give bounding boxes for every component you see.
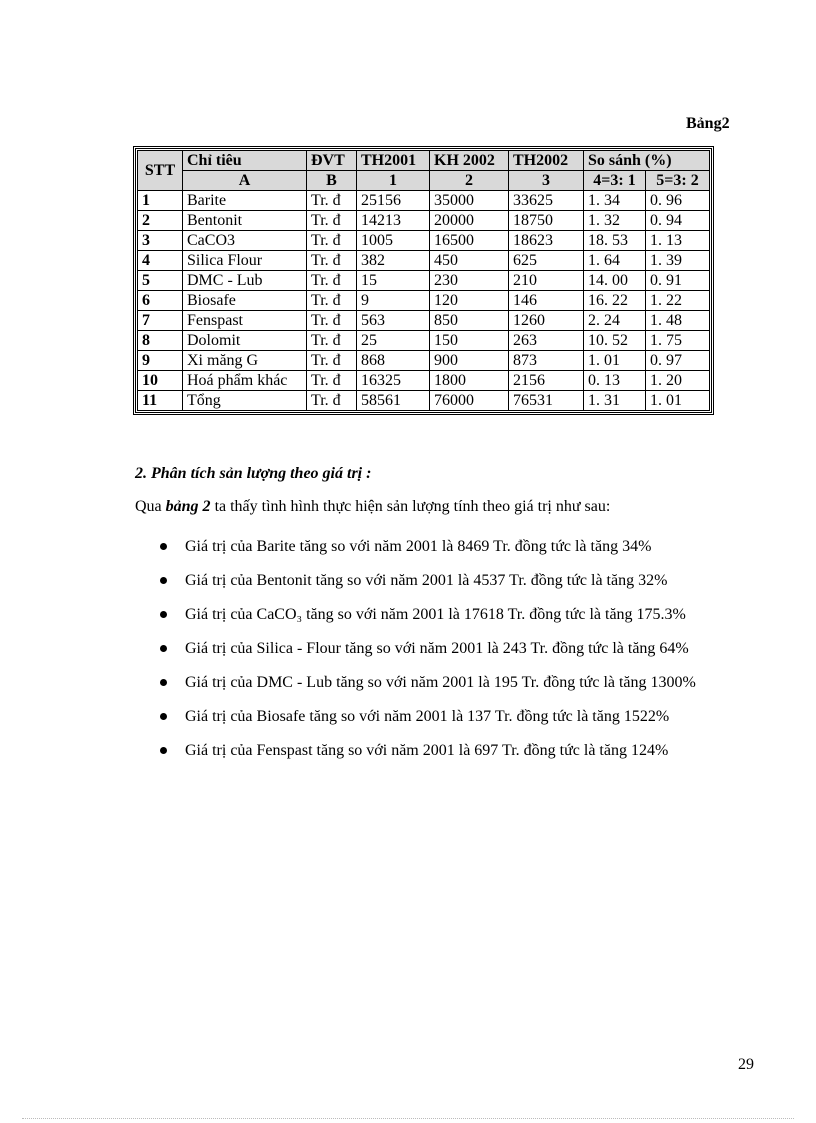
cell-r1: 1. 31 xyxy=(584,391,646,411)
cell-r2: 1. 22 xyxy=(646,291,710,311)
subheader-th2002: 3 xyxy=(509,171,584,191)
cell-r1: 0. 13 xyxy=(584,371,646,391)
table-row xyxy=(138,371,710,391)
cell-th2001: 9 xyxy=(357,291,430,311)
cell-th2001: 1005 xyxy=(357,231,430,251)
subheader-unit: B xyxy=(307,171,357,191)
cell-th2001: 14213 xyxy=(357,211,430,231)
subheader-name: A xyxy=(183,171,307,191)
header-unit: ĐVT xyxy=(307,151,357,171)
cell-th2002: 873 xyxy=(509,351,584,371)
cell-th2002: 33625 xyxy=(509,191,584,211)
list-item xyxy=(160,667,738,699)
subheader-ratio-2: 5=3: 2 xyxy=(646,171,710,191)
table-caption: Bảng2 xyxy=(686,115,730,132)
cell-th2001: 16325 xyxy=(357,371,430,391)
cell-unit: Tr. đ xyxy=(307,191,357,211)
table-body xyxy=(138,191,710,411)
cell-r2: 1. 13 xyxy=(646,231,710,251)
cell-r1: 14. 00 xyxy=(584,271,646,291)
table-row xyxy=(138,251,710,271)
list-item xyxy=(160,531,738,563)
cell-kh2002: 120 xyxy=(430,291,509,311)
header-th2001: TH2001 xyxy=(357,151,430,171)
footer-divider xyxy=(22,1118,794,1119)
cell-stt: 4 xyxy=(138,251,183,271)
cell-stt: 9 xyxy=(138,351,183,371)
cell-kh2002: 20000 xyxy=(430,211,509,231)
cell-th2002: 18623 xyxy=(509,231,584,251)
cell-r2: 1. 75 xyxy=(646,331,710,351)
subheader-th2001: 1 xyxy=(357,171,430,191)
intro-paragraph xyxy=(135,498,610,516)
cell-stt: 8 xyxy=(138,331,183,351)
table-row xyxy=(138,311,710,331)
list-item-text: Giá trị của DMC - Lub tăng so với năm 2001 là 195 Tr. đồng tức là tăng 1300% xyxy=(185,674,696,691)
cell-r1: 18. 53 xyxy=(584,231,646,251)
cell-th2002: 625 xyxy=(509,251,584,271)
cell-r1: 1. 34 xyxy=(584,191,646,211)
cell-name: Fenspast xyxy=(183,311,307,331)
cell-name: Xi măng G xyxy=(183,351,307,371)
cell-stt: 5 xyxy=(138,271,183,291)
cell-r2: 0. 97 xyxy=(646,351,710,371)
bullet-icon xyxy=(160,577,167,584)
table-row xyxy=(138,211,710,231)
cell-stt: 3 xyxy=(138,231,183,251)
cell-th2002: 210 xyxy=(509,271,584,291)
cell-name: CaCO3 xyxy=(183,231,307,251)
list-item-text: Giá trị của Biosafe tăng so với năm 2001 là 137 Tr. đồng tức là tăng 1522% xyxy=(185,708,670,725)
cell-r2: 1. 48 xyxy=(646,311,710,331)
table-subheader-row xyxy=(138,171,710,191)
cell-th2002: 146 xyxy=(509,291,584,311)
cell-r1: 16. 22 xyxy=(584,291,646,311)
bullet-icon xyxy=(160,713,167,720)
cell-r1: 1. 01 xyxy=(584,351,646,371)
cell-unit: Tr. đ xyxy=(307,251,357,271)
cell-kh2002: 1800 xyxy=(430,371,509,391)
cell-kh2002: 76000 xyxy=(430,391,509,411)
table-row xyxy=(138,331,710,351)
intro-prefix: Qua xyxy=(135,498,166,515)
cell-th2002: 1260 xyxy=(509,311,584,331)
cell-name: Silica Flour xyxy=(183,251,307,271)
table-row xyxy=(138,351,710,371)
cell-stt: 11 xyxy=(138,391,183,411)
list-item-text: Giá trị của CaCO₃ tăng so với năm 2001 là 17618 Tr. đồng tức là tăng 175.3% xyxy=(185,606,686,623)
list-item-text: Giá trị của Bentonit tăng so với năm 2001 là 4537 Tr. đồng tức là tăng 32% xyxy=(185,572,668,589)
list-item-text: Giá trị của Fenspast tăng so với năm 2001 là 697 Tr. đồng tức là tăng 124% xyxy=(185,742,669,759)
cell-th2001: 25 xyxy=(357,331,430,351)
cell-kh2002: 850 xyxy=(430,311,509,331)
list-item-text: Giá trị của Silica - Flour tăng so với năm 2001 là 243 Tr. đồng tức là tăng 64% xyxy=(185,640,689,657)
cell-name: Biosafe xyxy=(183,291,307,311)
cell-kh2002: 16500 xyxy=(430,231,509,251)
cell-stt: 7 xyxy=(138,311,183,331)
cell-kh2002: 230 xyxy=(430,271,509,291)
list-item xyxy=(160,735,738,767)
subheader-ratio-1: 4=3: 1 xyxy=(584,171,646,191)
page-number: 29 xyxy=(738,1056,754,1073)
list-item-text: Giá trị của Barite tăng so với năm 2001 là 8469 Tr. đồng tức là tăng 34% xyxy=(185,538,652,555)
cell-unit: Tr. đ xyxy=(307,291,357,311)
cell-name: DMC - Lub xyxy=(183,271,307,291)
cell-r1: 1. 32 xyxy=(584,211,646,231)
table-row xyxy=(138,391,710,411)
cell-r1: 1. 64 xyxy=(584,251,646,271)
cell-kh2002: 900 xyxy=(430,351,509,371)
header-stt: STT xyxy=(138,151,183,191)
table-row xyxy=(138,291,710,311)
cell-stt: 1 xyxy=(138,191,183,211)
cell-th2002: 76531 xyxy=(509,391,584,411)
bullet-icon xyxy=(160,679,167,686)
cell-name: Tổng xyxy=(183,391,307,411)
table-header-row xyxy=(138,151,710,171)
cell-r1: 2. 24 xyxy=(584,311,646,331)
data-table xyxy=(137,150,710,411)
section-title: 2. Phân tích sản lượng theo giá trị : xyxy=(135,465,372,482)
header-compare: So sánh (%) xyxy=(584,151,710,171)
intro-emphasis: bảng 2 xyxy=(165,498,211,515)
cell-stt: 6 xyxy=(138,291,183,311)
cell-kh2002: 35000 xyxy=(430,191,509,211)
cell-unit: Tr. đ xyxy=(307,331,357,351)
list-item xyxy=(160,633,738,665)
cell-r2: 1. 20 xyxy=(646,371,710,391)
cell-stt: 2 xyxy=(138,211,183,231)
header-th2002: TH2002 xyxy=(509,151,584,171)
cell-th2002: 263 xyxy=(509,331,584,351)
header-kh2002: KH 2002 xyxy=(430,151,509,171)
cell-th2001: 868 xyxy=(357,351,430,371)
bullet-icon xyxy=(160,645,167,652)
cell-th2001: 382 xyxy=(357,251,430,271)
cell-unit: Tr. đ xyxy=(307,271,357,291)
cell-unit: Tr. đ xyxy=(307,211,357,231)
subheader-kh2002: 2 xyxy=(430,171,509,191)
cell-name: Barite xyxy=(183,191,307,211)
cell-th2002: 18750 xyxy=(509,211,584,231)
cell-name: Hoá phẩm khác xyxy=(183,371,307,391)
list-item xyxy=(160,599,738,631)
cell-name: Dolomit xyxy=(183,331,307,351)
intro-suffix: ta thấy tình hình thực hiện sản lượng tính theo giá trị như sau: xyxy=(210,498,611,515)
bullet-list xyxy=(160,531,738,769)
table-row xyxy=(138,191,710,211)
cell-unit: Tr. đ xyxy=(307,231,357,251)
cell-th2001: 15 xyxy=(357,271,430,291)
cell-name: Bentonit xyxy=(183,211,307,231)
cell-th2002: 2156 xyxy=(509,371,584,391)
cell-r2: 0. 96 xyxy=(646,191,710,211)
header-name: Chỉ tiêu xyxy=(183,151,307,171)
cell-unit: Tr. đ xyxy=(307,351,357,371)
list-item xyxy=(160,565,738,597)
cell-kh2002: 450 xyxy=(430,251,509,271)
data-table-frame xyxy=(133,146,714,415)
cell-r2: 0. 94 xyxy=(646,211,710,231)
bullet-icon xyxy=(160,747,167,754)
cell-stt: 10 xyxy=(138,371,183,391)
cell-unit: Tr. đ xyxy=(307,371,357,391)
cell-th2001: 58561 xyxy=(357,391,430,411)
cell-r1: 10. 52 xyxy=(584,331,646,351)
cell-th2001: 563 xyxy=(357,311,430,331)
bullet-icon xyxy=(160,543,167,550)
cell-r2: 0. 91 xyxy=(646,271,710,291)
cell-r2: 1. 39 xyxy=(646,251,710,271)
cell-kh2002: 150 xyxy=(430,331,509,351)
cell-r2: 1. 01 xyxy=(646,391,710,411)
table-row xyxy=(138,271,710,291)
bullet-icon xyxy=(160,611,167,618)
list-item xyxy=(160,701,738,733)
cell-unit: Tr. đ xyxy=(307,391,357,411)
cell-th2001: 25156 xyxy=(357,191,430,211)
table-row xyxy=(138,231,710,251)
cell-unit: Tr. đ xyxy=(307,311,357,331)
